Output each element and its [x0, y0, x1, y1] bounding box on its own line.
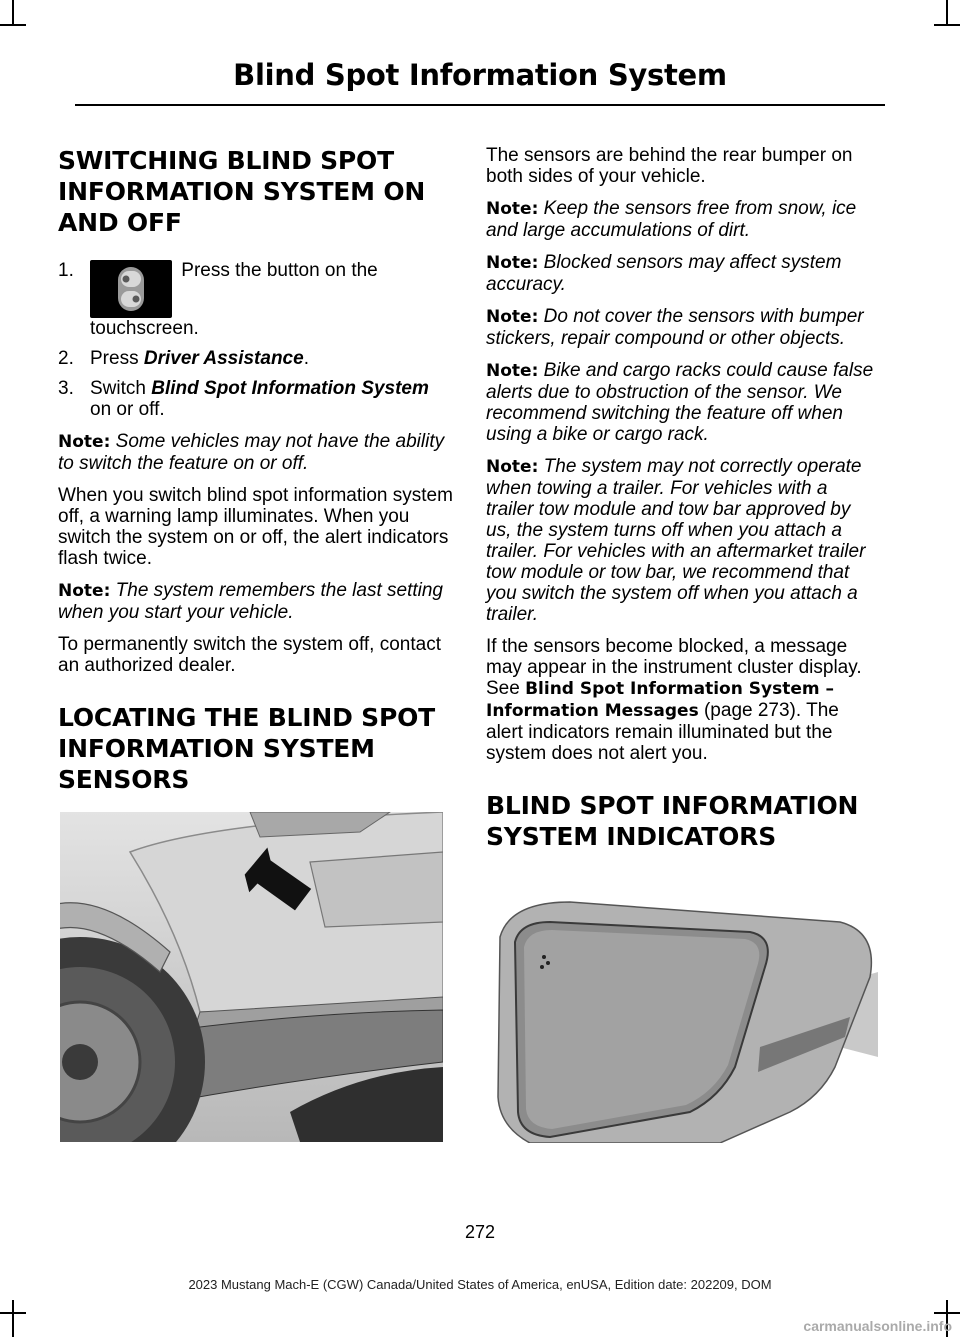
step-text: .: [303, 348, 309, 369]
note-text: The system may not correctly operate when towing a trailer. For vehicles with a trailer tow module and tow bar approved by us, the system turns off when you attach a trailer. For vehicles with an aftermarket trailer tow module or tow bar, we recommend that you switch the system off when you attach a trailer.: [486, 456, 866, 625]
edition-info: 2023 Mustang Mach-E (CGW) Canada/United States of America, enUSA, Edition date: 202209, DOM: [188, 1277, 772, 1292]
crop-mark-top-left-horizontal: [0, 24, 26, 26]
section-heading-switching: [58, 145, 453, 238]
step-2: [58, 348, 453, 369]
paragraph-text: (page 273). The alert indicators remain illuminated but the system does not alert you.: [486, 700, 839, 764]
note-label: Note:: [486, 307, 539, 327]
menu-name: Driver Assistance: [143, 348, 304, 369]
note-label: Note:: [58, 581, 111, 601]
crop-mark-top-left-vertical: [12, 0, 14, 26]
heading-line: SWITCHING BLIND SPOT: [58, 146, 394, 175]
crop-mark-top-right-vertical: [946, 0, 948, 26]
step-text: Press the button on the touchscreen.: [90, 260, 378, 339]
step-number: 3.: [58, 378, 74, 399]
note: [58, 431, 453, 474]
heading-line: INFORMATION SYSTEM: [58, 734, 375, 763]
note: [486, 456, 880, 625]
step-text: on or off.: [90, 399, 165, 420]
step-text: Switch: [90, 378, 152, 399]
paragraph-text: If the sensors become blocked, a message may appear in the instrument cluster display. See: [486, 636, 862, 699]
cross-reference-link[interactable]: Blind Spot Information System – Information Messages: [486, 679, 834, 721]
crop-mark-bottom-right-horizontal: [934, 1312, 960, 1314]
watermark: carmanualsonline.info: [803, 1318, 952, 1334]
header-rule: [75, 104, 885, 106]
note: [486, 306, 880, 349]
left-column: [58, 145, 453, 817]
heading-line: AND OFF: [58, 208, 182, 237]
side-mirror-indicator-illustration: [490, 897, 878, 1143]
toggle-controls-icon: [90, 260, 172, 318]
step-1: [58, 260, 453, 339]
rear-bumper-sensor-illustration: [60, 812, 443, 1142]
steps-list: [58, 260, 453, 420]
crop-mark-bottom-left-horizontal: [0, 1312, 26, 1314]
note-text: Bike and cargo racks could cause false alerts due to obstruction of the sensor. We recommend switching the feature off when using a bike or cargo rack.: [486, 360, 874, 445]
paragraph: [486, 636, 880, 764]
note-text: Keep the sensors free from snow, ice and large accumulations of dirt.: [486, 198, 857, 241]
heading-line: INFORMATION SYSTEM ON: [58, 177, 426, 206]
page-header-title: Blind Spot Information System: [233, 58, 727, 92]
note-text: Do not cover the sensors with bumper stickers, repair compound or other objects.: [486, 306, 864, 349]
note: [486, 198, 880, 241]
paragraph: The sensors are behind the rear bumper on both sides of your vehicle.: [486, 145, 853, 187]
note-text: Some vehicles may not have the ability to switch the feature on or off.: [58, 431, 445, 474]
note: [58, 580, 453, 623]
step-number: 1.: [58, 260, 74, 281]
step-3: [58, 378, 453, 420]
note-label: Note:: [58, 432, 111, 452]
step-number: 2.: [58, 348, 74, 369]
heading-line: SYSTEM INDICATORS: [486, 822, 777, 851]
heading-line: BLIND SPOT INFORMATION: [486, 791, 859, 820]
note-text: The system remembers the last setting when you start your vehicle.: [58, 580, 443, 623]
step-text: Press: [90, 348, 144, 369]
note-label: Note:: [486, 253, 539, 273]
crop-mark-top-right-horizontal: [934, 24, 960, 26]
paragraph: To permanently switch the system off, contact an authorized dealer.: [58, 634, 441, 676]
section-heading-locating-sensors: [58, 702, 453, 795]
note-label: Note:: [486, 361, 539, 381]
paragraph: When you switch blind spot information system off, a warning lamp illuminates. When you switch the system on or off, the alert indicators flash twice.: [58, 485, 453, 569]
note-label: Note:: [486, 457, 539, 477]
page-number: 272: [464, 1222, 496, 1242]
note: [486, 360, 880, 445]
section-heading-indicators: [486, 790, 880, 852]
heading-line: SENSORS: [58, 765, 190, 794]
feature-name: Blind Spot Information System: [151, 378, 429, 399]
right-column: [486, 145, 880, 874]
note: [486, 252, 880, 295]
heading-line: LOCATING THE BLIND SPOT: [58, 703, 436, 732]
note-text: Blocked sensors may affect system accuracy.: [486, 252, 842, 295]
crop-mark-bottom-left-vertical: [12, 1300, 14, 1337]
note-label: Note:: [486, 199, 539, 219]
